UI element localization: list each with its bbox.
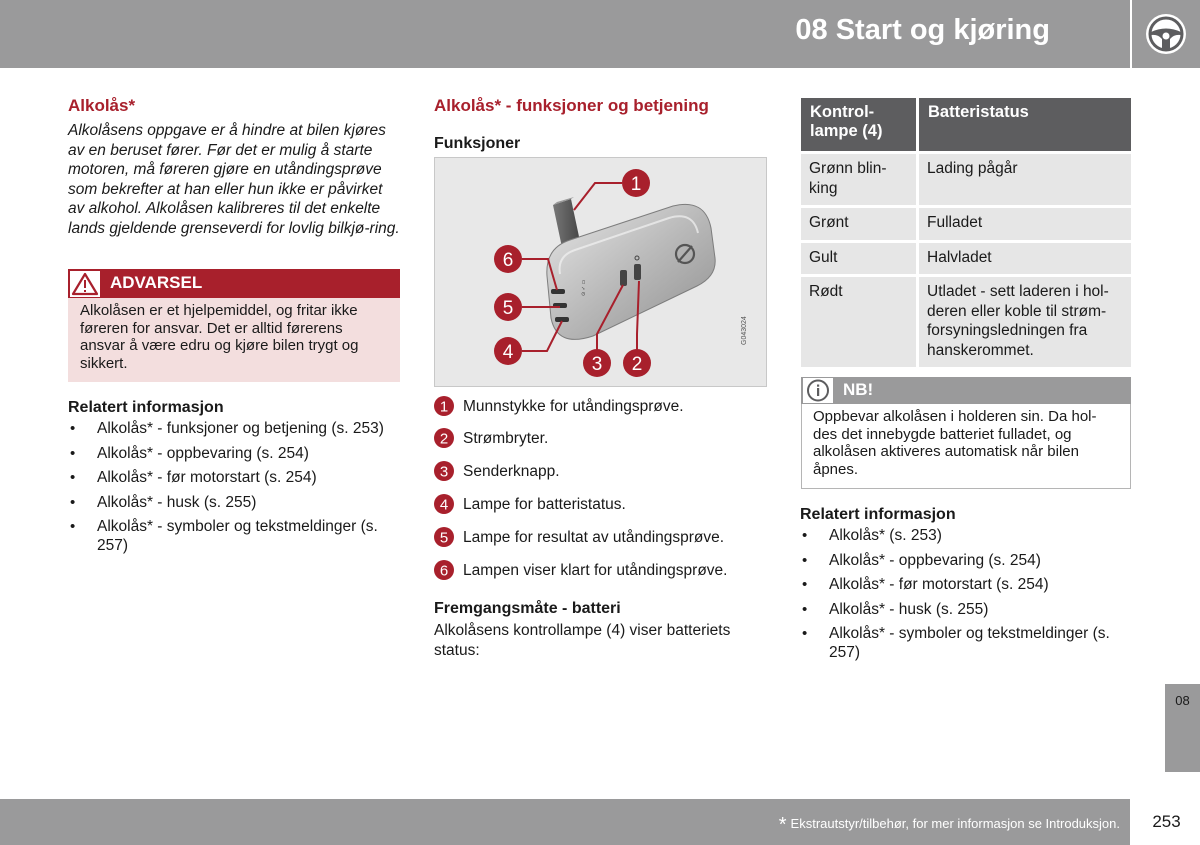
procedure-heading: Fremgangsmåte - batteri	[434, 600, 621, 617]
info-icon	[803, 378, 833, 403]
callout-item	[434, 528, 774, 547]
subheading-funksjoner: Funksjoner	[434, 135, 521, 152]
page-number: 253	[1152, 812, 1181, 831]
table-header: Kontrol-lampe (4)	[801, 98, 918, 153]
procedure-text: Alkolåsens kontrollampe (4) viser batteriets status:	[434, 622, 731, 659]
callout-item	[434, 462, 774, 481]
related-link[interactable]: • Alkolås* - symboler og tekstmeldinger (s. 257)	[68, 517, 398, 555]
svg-text:4: 4	[502, 342, 514, 363]
svg-text:4: 4	[439, 496, 449, 514]
breathalyzer-illustration	[434, 157, 767, 387]
related-link[interactable]: • Alkolås* - husk (s. 255)	[800, 600, 1130, 619]
callout-6	[494, 245, 522, 273]
intro-paragraph: Alkolåsens oppgave er å hindre at bilen kjøres av en beruset fører. Før det er mulig å starte motoren, må føreren gjøre en utåndingsprøve som bekrefter at han eller hun ikke er påvirket av alkohol. Alkolåsen kalibreres til det enkelte lands gjeldende grenseverdi for lovlig bilkjø-ring.	[68, 122, 400, 237]
table-cell: Fulladet	[918, 207, 1132, 242]
callout-item	[434, 495, 774, 514]
table-cell: Grønn blin-king	[801, 153, 918, 207]
svg-text:5: 5	[502, 298, 514, 319]
svg-text:2: 2	[631, 354, 643, 375]
callout-1	[622, 169, 650, 197]
note-box	[801, 404, 1131, 489]
callout-item	[434, 429, 774, 448]
page-footer	[0, 799, 1130, 845]
related-list	[68, 419, 398, 561]
related-link[interactable]: • Alkolås* - husk (s. 255)	[68, 493, 398, 512]
callout-2	[623, 349, 651, 377]
chapter-tab[interactable]	[1165, 684, 1200, 772]
table-header: Batteristatus	[918, 98, 1132, 153]
callout-text: Senderknapp.	[463, 463, 560, 480]
svg-text:3: 3	[591, 354, 603, 375]
steering-wheel-icon	[1144, 12, 1188, 56]
callout-text: Lampen viser klart for utåndingsprøve.	[463, 562, 728, 579]
warning-triangle-icon	[70, 271, 100, 297]
figure-code: G043024	[741, 316, 748, 345]
warning-header	[68, 269, 400, 298]
svg-text:2: 2	[439, 430, 449, 448]
table-cell: Rødt	[801, 276, 918, 368]
warning-label: ADVARSEL	[110, 273, 203, 292]
callout-text: Strømbryter.	[463, 430, 549, 447]
svg-text:5: 5	[439, 529, 449, 547]
related-heading: Relatert informasjon	[68, 399, 224, 416]
svg-text:1: 1	[439, 398, 449, 416]
battery-status-table	[801, 98, 1131, 367]
table-header-row	[801, 98, 1131, 153]
number-2-icon	[434, 428, 454, 448]
number-4-icon	[434, 494, 454, 514]
svg-text:1: 1	[630, 174, 642, 195]
related-link[interactable]: • Alkolås* - oppbevaring (s. 254)	[800, 551, 1130, 570]
related-link[interactable]: • Alkolås* - funksjoner og betjening (s. 253)	[68, 419, 398, 438]
footer-note	[779, 814, 1120, 837]
svg-text:⊙ ✓ ▭: ⊙ ✓ ▭	[581, 279, 587, 296]
warning-box	[68, 298, 400, 382]
table-row	[801, 241, 1131, 276]
note-label: NB!	[843, 380, 874, 399]
footer-note-text: Ekstrautstyr/tilbehør, for mer informasjon se Introduksjon.	[790, 816, 1120, 831]
callout-3	[583, 349, 611, 377]
lamp-ready	[551, 289, 565, 294]
breathalyzer-drawing	[435, 158, 766, 386]
chapter-tab-label: 08	[1175, 693, 1190, 708]
power-switch	[634, 264, 641, 280]
callout-text: Lampe for batteristatus.	[463, 496, 626, 513]
table-cell: Gult	[801, 241, 918, 276]
related-link[interactable]: • Alkolås* - oppbevaring (s. 254)	[68, 444, 398, 463]
number-6-icon	[434, 560, 454, 580]
related-link[interactable]: • Alkolås* - symboler og tekstmeldinger (s. 257)	[800, 624, 1130, 662]
section-title: Alkolås* - funksjoner og betjening	[434, 96, 709, 115]
callout-item	[434, 561, 774, 580]
warning-text: Alkolåsen er et hjelpemiddel, og fritar ikke føreren for ansvar. Det er alltid førerens ansvar å være edru og kjøre bilen trygt og sikkert.	[80, 302, 359, 372]
related-link[interactable]: • Alkolås* - før motorstart (s. 254)	[800, 575, 1130, 594]
table-row	[801, 153, 1131, 207]
sender-button	[620, 270, 627, 286]
related-list	[800, 526, 1130, 668]
callout-text: Lampe for resultat av utåndingsprøve.	[463, 529, 725, 546]
svg-text:3: 3	[439, 463, 449, 481]
table-cell: Halvladet	[918, 241, 1132, 276]
svg-text:6: 6	[439, 562, 449, 580]
number-3-icon	[434, 461, 454, 481]
table-cell: Utladet - sett laderen i hol-deren eller koble til strøm-forsyningsledningen fra hanskerommet.	[918, 276, 1132, 368]
callout-text: Munnstykke for utåndingsprøve.	[463, 398, 684, 415]
footer-asterisk: *	[778, 814, 787, 836]
related-heading: Relatert informasjon	[800, 506, 956, 523]
table-row	[801, 276, 1131, 368]
svg-text:6: 6	[502, 250, 514, 271]
number-5-icon	[434, 527, 454, 547]
related-link[interactable]: • Alkolås* - før motorstart (s. 254)	[68, 468, 398, 487]
number-1-icon	[434, 396, 454, 416]
related-link[interactable]: • Alkolås* (s. 253)	[800, 526, 1130, 545]
chapter-icon-box	[1132, 0, 1200, 68]
chapter-title: 08 Start og kjøring	[795, 14, 1050, 46]
callout-4	[494, 337, 522, 365]
section-title: Alkolås*	[68, 96, 136, 115]
table-cell: Grønt	[801, 207, 918, 242]
table-row	[801, 207, 1131, 242]
note-header	[801, 377, 1131, 404]
chapter-header	[0, 0, 1130, 68]
table-cell: Lading pågår	[918, 153, 1132, 207]
callout-item	[434, 397, 774, 416]
note-text: Oppbevar alkolåsen i holderen sin. Da hol-des det innebygde batteriet fulladet, og alkolåsen aktiveres automatisk når bilen åpnes.	[813, 408, 1097, 478]
callout-5	[494, 293, 522, 321]
